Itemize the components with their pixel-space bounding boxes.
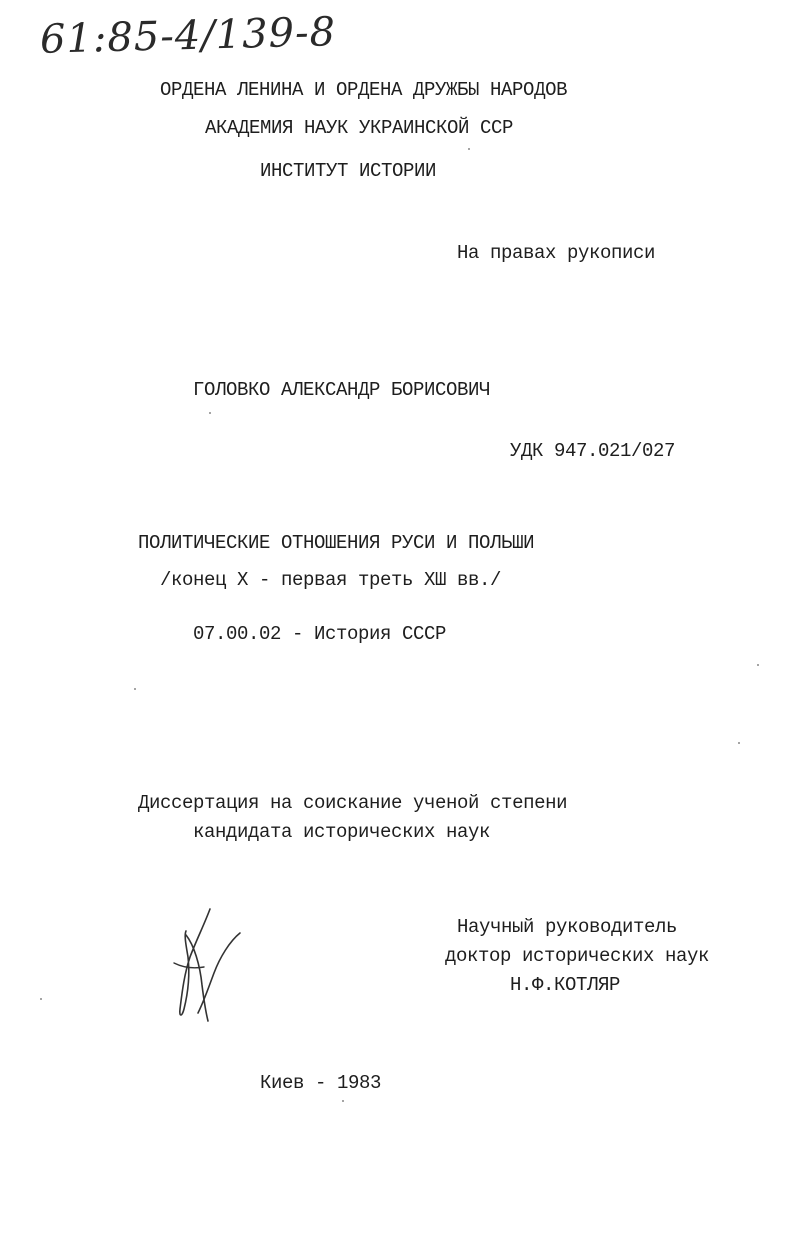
supervisor-degree: доктор исторических наук — [445, 945, 710, 967]
supervisor-role: Научный руководитель — [457, 916, 678, 938]
author-signature — [160, 905, 255, 1025]
specialty-code: 07.00.02 - История СССР — [193, 623, 447, 645]
paper-speck — [40, 998, 42, 1000]
paper-speck — [738, 742, 740, 744]
title-line-1: ПОЛИТИЧЕСКИЕ ОТНОШЕНИЯ РУСИ И ПОЛЬШИ — [138, 532, 535, 554]
paper-speck — [342, 1100, 344, 1102]
paper-speck — [134, 688, 136, 690]
dissertation-line-2: кандидата исторических наук — [193, 821, 491, 843]
institute-name: ИНСТИТУТ ИСТОРИИ — [260, 160, 437, 182]
paper-speck — [757, 664, 759, 666]
manuscript-note: На правах рукописи — [457, 242, 656, 264]
dissertation-line-1: Диссертация на соискание ученой степени — [138, 792, 568, 814]
archive-mark: 61:85-4/139-8 — [39, 9, 337, 63]
supervisor-name: Н.Ф.КОТЛЯР — [510, 974, 621, 996]
place-and-year: Киев - 1983 — [260, 1072, 382, 1094]
org-line-1: ОРДЕНА ЛЕНИНА И ОРДЕНА ДРУЖБЫ НАРОДОВ — [160, 79, 568, 101]
author-name: ГОЛОВКО АЛЕКСАНДР БОРИСОВИЧ — [193, 379, 491, 401]
udc-code: УДК 947.021/027 — [510, 440, 676, 462]
paper-speck — [468, 148, 470, 150]
title-line-2: /конец X - первая треть XШ вв./ — [160, 569, 502, 591]
paper-speck — [209, 412, 211, 414]
org-line-2: АКАДЕМИЯ НАУК УКРАИНСКОЙ ССР — [205, 117, 514, 139]
